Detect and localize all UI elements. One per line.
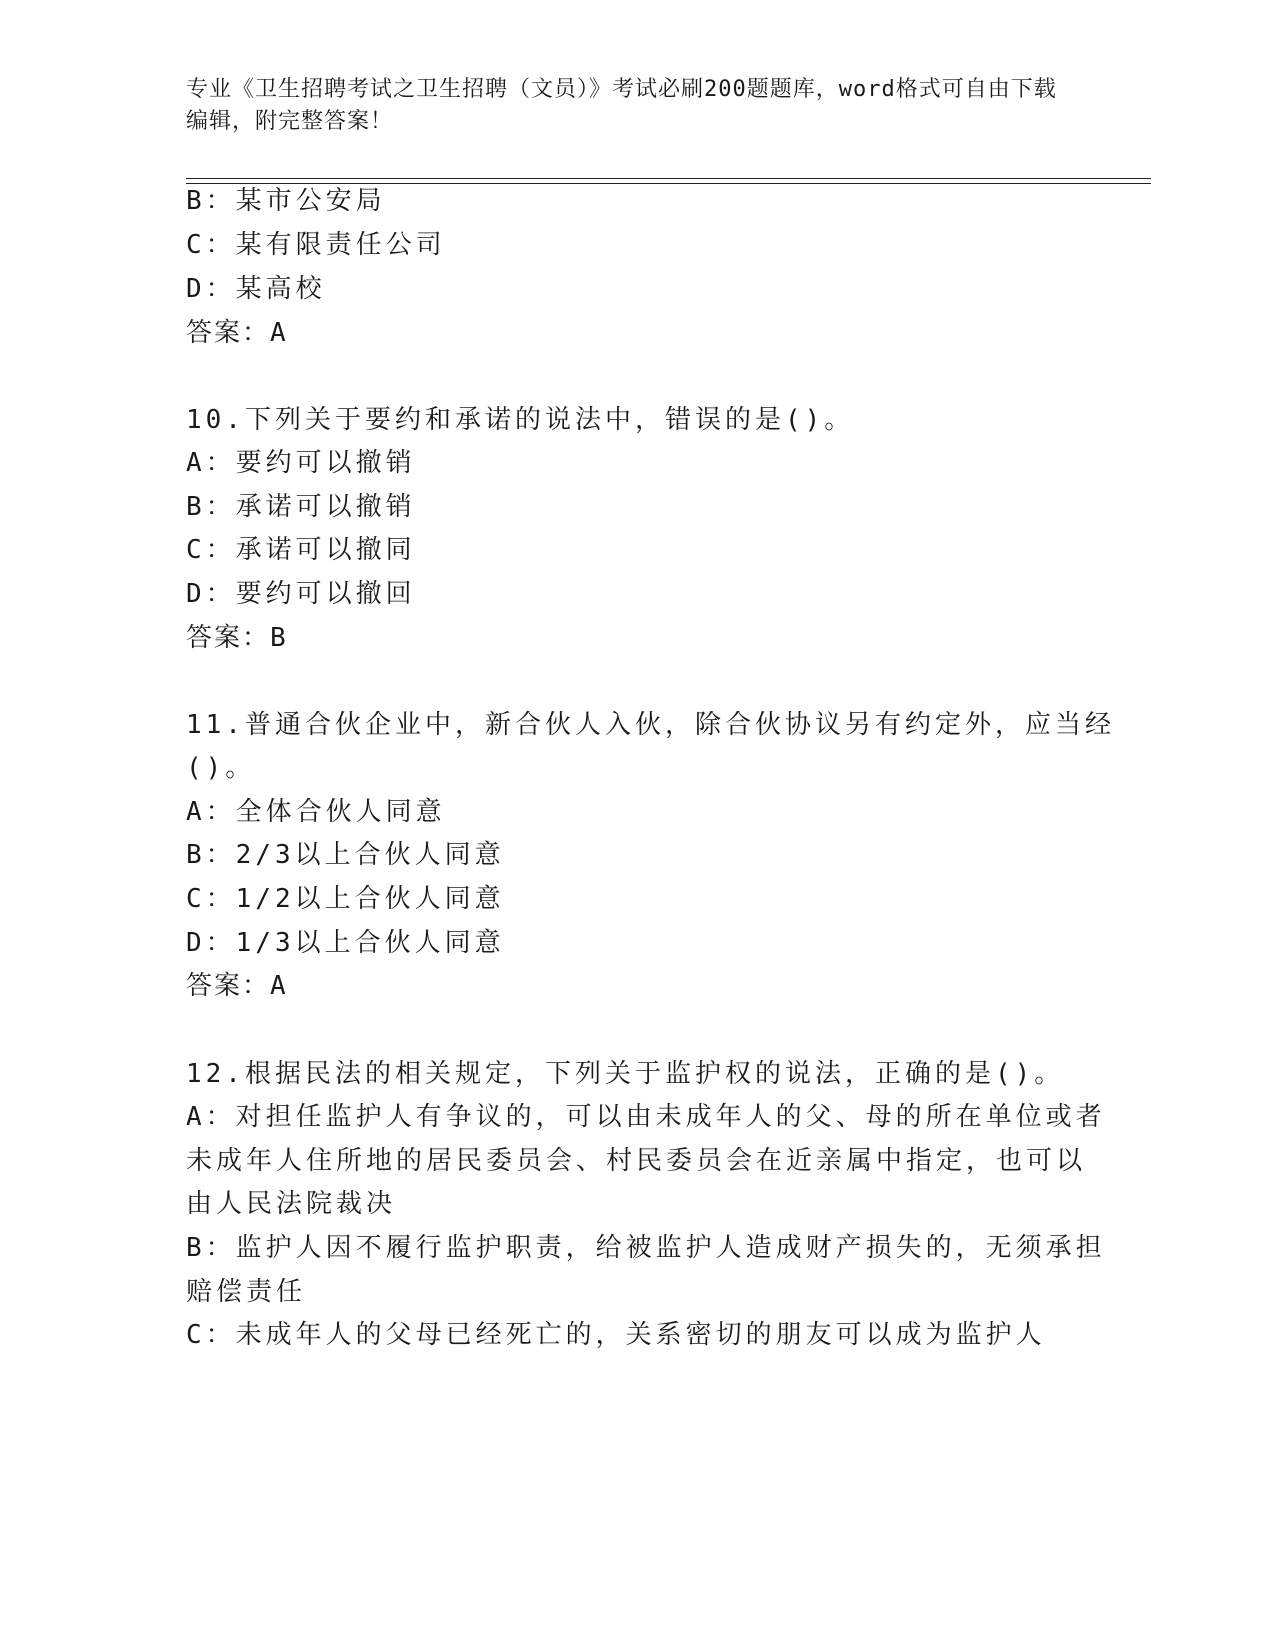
q10-answer: 答案：B [186, 623, 288, 653]
q10-option-a: A：要约可以撤销 [186, 448, 416, 478]
q12-option-b-line1: B：监护人因不履行监护职责，给被监护人造成财产损失的，无须承担 [186, 1233, 1106, 1263]
q11-stem-line2: ()。 [186, 753, 256, 783]
q10-stem: 10.下列关于要约和承诺的说法中，错误的是()。 [186, 405, 855, 435]
q11-stem-line1: 11.普通合伙企业中，新合伙人入伙，除合伙协议另有约定外，应当经 [186, 710, 1115, 740]
header-rule-top [186, 178, 1151, 179]
q12-option-a-line2: 未成年人住所地的居民委员会、村民委员会在近亲属中指定，也可以 [186, 1146, 1087, 1176]
document-header: 专业《卫生招聘考试之卫生招聘（文员）》考试必刷200题题库，word格式可自由下载编辑，附完整答案！ [186, 77, 1057, 134]
prev-option-c: C：某有限责任公司 [186, 230, 446, 260]
q10-option-b: B：承诺可以撤销 [186, 492, 416, 522]
q10-option-c: C：承诺可以撤同 [186, 535, 416, 565]
q11-option-c: C：1/2以上合伙人同意 [186, 884, 505, 914]
q12-option-a-line1: A：对担任监护人有争议的，可以由未成年人的父、母的所在单位或者 [186, 1102, 1106, 1132]
q11-option-a: A：全体合伙人同意 [186, 797, 446, 827]
prev-option-d: D：某高校 [186, 274, 326, 304]
q10-option-d: D：要约可以撤回 [186, 579, 416, 609]
q12-option-b-line2: 赔偿责任 [186, 1277, 307, 1307]
q11-option-d: D：1/3以上合伙人同意 [186, 928, 505, 958]
q12-option-c: C：未成年人的父母已经死亡的，关系密切的朋友可以成为监护人 [186, 1320, 1046, 1350]
q11-option-b: B：2/3以上合伙人同意 [186, 840, 505, 870]
q11-answer: 答案：A [186, 971, 288, 1001]
prev-answer: 答案：A [186, 318, 288, 348]
q12-option-a-line3: 由人民法院裁决 [186, 1189, 397, 1219]
prev-option-b: B：某市公安局 [186, 186, 386, 216]
q12-stem: 12.根据民法的相关规定，下列关于监护权的说法，正确的是()。 [186, 1059, 1065, 1089]
